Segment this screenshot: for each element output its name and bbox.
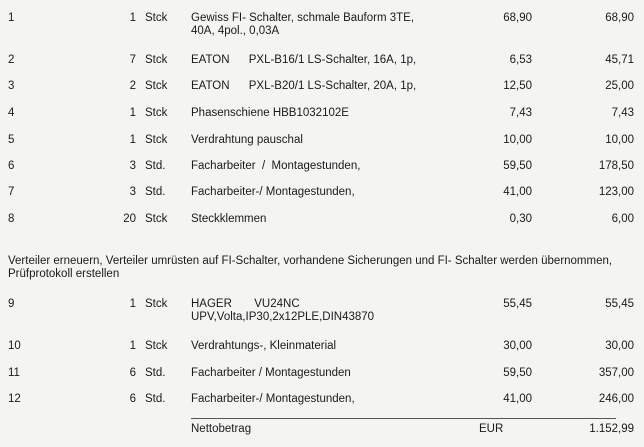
item-quantity: 1	[129, 107, 136, 119]
item-unit: Std.	[145, 186, 166, 198]
item-unit-price: 10,00	[503, 134, 532, 146]
item-unit-price: 0,30	[509, 213, 532, 225]
item-unit: Stck	[145, 12, 168, 24]
item-unit-price: 12,50	[503, 80, 532, 92]
item-unit-price: 68,90	[503, 12, 532, 24]
line-item	[0, 213, 644, 243]
item-unit: Std.	[145, 367, 166, 379]
item-position: 2	[8, 54, 15, 66]
item-unit-price: 41,00	[503, 393, 532, 405]
item-position: 9	[8, 298, 15, 310]
item-quantity: 3	[129, 160, 136, 172]
item-unit-price: 30,00	[503, 340, 532, 352]
currency-label: EUR	[479, 423, 504, 435]
item-description: Facharbeiter / Montagestunden,	[191, 160, 361, 172]
sum-divider	[191, 418, 616, 419]
item-description: EATON PXL-B16/1 LS-Schalter, 16A, 1p,	[191, 54, 417, 66]
item-total: 55,45	[605, 298, 634, 310]
item-total: 10,00	[605, 134, 634, 146]
item-total: 7,43	[611, 107, 634, 119]
item-total: 123,00	[598, 186, 634, 198]
item-position: 10	[8, 340, 21, 352]
item-description: Facharbeiter-/ Montagestunden,	[191, 393, 355, 405]
item-unit: Stck	[145, 213, 168, 225]
line-item	[0, 107, 644, 137]
item-unit-price: 6,53	[509, 54, 532, 66]
item-quantity: 20	[123, 213, 136, 225]
item-total: 178,50	[598, 160, 634, 172]
item-position: 5	[8, 134, 15, 146]
item-unit-price: 59,50	[503, 367, 532, 379]
item-description: EATON PXL-B20/1 LS-Schalter, 20A, 1p,	[191, 80, 417, 92]
net-amount-value: 1.152,99	[589, 423, 634, 435]
work-description-note: Verteiler erneuern, Verteiler umrüsten auf FI-Schalter, vorhandene Sicherungen und FI- Schalter werden übernommen, Prüfprotokoll erstellen	[8, 255, 613, 280]
item-quantity: 1	[129, 298, 136, 310]
item-position: 3	[8, 80, 15, 92]
item-position: 6	[8, 160, 15, 172]
line-item	[0, 298, 644, 328]
item-description: HAGER VU24NC UPV,Volta,IP30,2x12PLE,DIN43870	[191, 298, 375, 323]
item-position: 4	[8, 107, 15, 119]
item-quantity: 1	[129, 12, 136, 24]
item-unit: Std.	[145, 393, 166, 405]
item-quantity: 7	[129, 54, 136, 66]
item-total: 30,00	[605, 340, 634, 352]
line-item	[0, 340, 644, 370]
item-quantity: 6	[129, 393, 136, 405]
item-unit-price: 41,00	[503, 186, 532, 198]
item-description: Verdrahtung pauschal	[191, 134, 303, 146]
item-total: 25,00	[605, 80, 634, 92]
item-quantity: 3	[129, 186, 136, 198]
item-position: 7	[8, 186, 15, 198]
item-unit-price: 55,45	[503, 298, 532, 310]
item-unit: Stck	[145, 107, 168, 119]
item-description: Gewiss FI- Schalter, schmale Bauform 3TE, 40A, 4pol., 0,03A	[191, 12, 415, 37]
item-unit: Std.	[145, 160, 166, 172]
item-position: 11	[8, 367, 20, 379]
item-total: 6,00	[611, 213, 634, 225]
item-description: Verdrahtungs-, Kleinmaterial	[191, 340, 337, 352]
net-amount-label: Nettobetrag	[191, 423, 252, 435]
item-description: Facharbeiter-/ Montagestunden,	[191, 186, 355, 198]
item-unit-price: 7,43	[509, 107, 532, 119]
item-quantity: 1	[129, 134, 136, 146]
item-unit: Stck	[145, 80, 168, 92]
item-quantity: 1	[129, 340, 136, 352]
item-total: 45,71	[605, 54, 634, 66]
line-item	[0, 12, 644, 42]
line-item	[0, 186, 644, 216]
item-description: Phasenschiene HBB1032102E	[191, 107, 349, 119]
line-item	[0, 80, 644, 110]
item-unit: Stck	[145, 340, 168, 352]
item-quantity: 2	[129, 80, 136, 92]
item-total: 68,90	[605, 12, 634, 24]
item-unit: Stck	[145, 54, 168, 66]
net-amount-row	[0, 423, 644, 439]
item-position: 1	[8, 12, 15, 24]
item-description: Facharbeiter / Montagestunden	[191, 367, 351, 379]
item-unit-price: 59,50	[503, 160, 532, 172]
item-position: 12	[8, 393, 21, 405]
item-total: 246,00	[598, 393, 634, 405]
item-unit: Stck	[145, 298, 168, 310]
item-unit: Stck	[145, 134, 168, 146]
item-total: 357,00	[598, 367, 634, 379]
item-position: 8	[8, 213, 15, 225]
item-quantity: 6	[129, 367, 136, 379]
item-description: Steckklemmen	[191, 213, 267, 225]
